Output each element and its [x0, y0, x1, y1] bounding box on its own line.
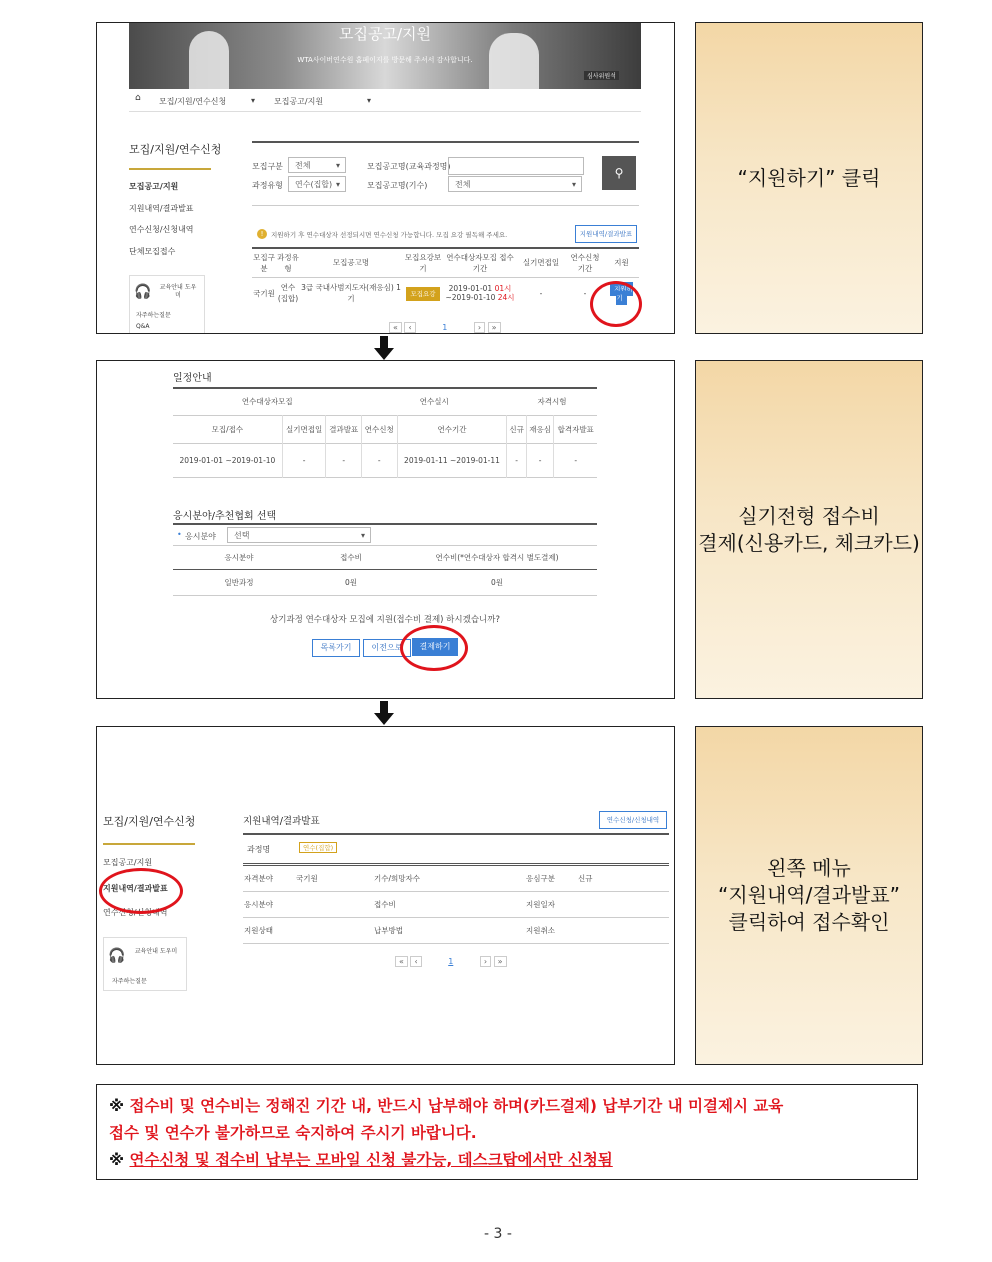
- confirm-question: 상기과정 연수대상자 모집에 지원(접수비 결제) 하시겠습니까?: [270, 615, 500, 625]
- course-type-select[interactable]: 연수(집합) ▾: [288, 176, 346, 192]
- header-apply-period: 연수신청 기간: [570, 252, 600, 273]
- course-label: 과정명: [247, 845, 271, 854]
- last-page[interactable]: »: [494, 956, 507, 967]
- cell-label: 지원상태: [244, 926, 273, 935]
- round-select[interactable]: 전체 ▾: [448, 176, 582, 192]
- step2-caption-box: [695, 360, 923, 699]
- tuition-value: 0원: [490, 578, 504, 587]
- recruit-table: [252, 247, 639, 311]
- highlight-circle: [400, 625, 468, 671]
- td-apply: -: [361, 443, 397, 477]
- cell-name: 3급 국내사범지도자(재응심) 1기: [301, 283, 401, 304]
- cell-value: 국기원: [296, 874, 318, 883]
- fee-header-fee: 접수비: [340, 553, 362, 562]
- step3-screenshot: [96, 726, 675, 1065]
- pay-button[interactable]: 결제하기: [412, 638, 458, 656]
- qa-link[interactable]: Q&A: [136, 323, 150, 330]
- search-button[interactable]: [602, 156, 636, 190]
- header-interview: 실기면접일: [522, 258, 560, 268]
- notice-line1: 접수비 및 연수비는 정해진 기간 내, 반드시 납부해야 하며(카드결제) 납부기간 내 미결제시 교육: [129, 1097, 784, 1115]
- help-box: [129, 275, 205, 334]
- breadcrumb: [129, 89, 641, 112]
- reference-mark: ※: [109, 1097, 125, 1115]
- step3-caption-line1: 왼쪽 메뉴: [767, 856, 851, 880]
- info-icon: !: [257, 229, 267, 239]
- fee-value: 0원: [344, 578, 358, 587]
- divider: [129, 168, 211, 170]
- cell-label: 자격분야: [244, 874, 273, 883]
- th-new: 신규: [507, 415, 526, 443]
- page-1[interactable]: 1: [442, 323, 448, 332]
- detail-table: [243, 865, 669, 944]
- sidebar-title: 모집/지원/연수신청: [103, 815, 196, 828]
- sidebar-item-apply[interactable]: 연수신청/신청내역: [103, 908, 168, 917]
- table-row: [173, 443, 597, 477]
- fee-field: 일반과정: [224, 578, 254, 587]
- header-period: 연수대상자모집 접수기간: [446, 252, 514, 273]
- down-arrow-icon: [372, 336, 396, 360]
- fee-header-tuition: 연수비(*연수대상자 합격시 별도결제): [435, 553, 559, 562]
- th-pass: 합격자발표: [557, 424, 594, 434]
- sidebar-item-history[interactable]: 지원내역/결과발표: [129, 204, 194, 213]
- reference-mark: ※: [109, 1151, 125, 1169]
- help-title: 교육안내 도우미: [159, 284, 197, 299]
- sidebar-item-apply[interactable]: 연수신청/신청내역: [129, 225, 194, 234]
- home-icon[interactable]: ⌂: [135, 93, 141, 103]
- last-page[interactable]: »: [488, 322, 501, 333]
- cell-label: 응시분야: [244, 900, 273, 909]
- page-number: - 3 -: [484, 1226, 512, 1242]
- cell-label: 응심구분: [526, 874, 555, 883]
- cell-label: 지원일자: [526, 900, 555, 909]
- table-row: [243, 918, 669, 944]
- field-select-row: [173, 523, 597, 547]
- step1-caption-box: [695, 22, 923, 334]
- label-type: 모집구분: [252, 162, 283, 171]
- faq-link[interactable]: 자주하는질문: [112, 978, 147, 985]
- type-select[interactable]: 전체 ▾: [288, 157, 346, 173]
- step1-caption: “지원하기” 클릭: [737, 165, 881, 190]
- pagination: [395, 957, 507, 966]
- header-name: 모집공고명: [332, 258, 370, 268]
- back-button[interactable]: 이전으로: [363, 639, 411, 657]
- label-name: 모집공고명(교육과정명): [367, 162, 451, 171]
- help-box: [103, 937, 187, 991]
- list-button[interactable]: 목록가기: [312, 639, 360, 657]
- td-recruit: 2019-01-01 ~2019-01-10: [173, 443, 282, 477]
- period-start: 2019-01-01: [448, 284, 493, 294]
- schedule-title: 일정안내: [173, 373, 212, 384]
- banner-title: 모집공고/지원: [339, 25, 431, 43]
- td-interview: -: [282, 443, 326, 477]
- sidebar-title: 모집/지원/연수신청: [129, 143, 222, 156]
- first-page[interactable]: «: [389, 322, 402, 333]
- header-guide: 모집요강보기: [404, 252, 442, 273]
- cell-label: 접수비: [374, 900, 396, 909]
- sidebar-item-recruit[interactable]: 모집공고/지원: [103, 858, 153, 867]
- help-title: 교육안내 도우미: [134, 948, 178, 955]
- period-end-time: 24시: [497, 293, 515, 303]
- field-select[interactable]: 선택 ▾: [227, 527, 371, 543]
- cell-label: 기수/희망자수: [374, 874, 420, 883]
- down-arrow-icon: [372, 701, 396, 725]
- schedule-table: [173, 387, 597, 478]
- td-result: -: [326, 443, 362, 477]
- group-training: 연수실시: [419, 397, 449, 407]
- cell-value: [295, 918, 373, 944]
- highlight-circle: [590, 281, 642, 327]
- cell-value: 신규: [578, 874, 593, 883]
- label-round: 모집공고명(기수): [367, 181, 428, 190]
- page-1[interactable]: 1: [448, 957, 454, 966]
- guide-button[interactable]: 모집요강: [406, 287, 439, 301]
- table-row: [252, 277, 639, 309]
- step2-screenshot: [96, 360, 675, 699]
- cell-value: [425, 892, 525, 918]
- td-new: -: [507, 443, 526, 477]
- cell-value: [295, 892, 373, 918]
- apply-button[interactable]: 지원하기: [610, 282, 633, 305]
- highlight-circle: [99, 868, 183, 914]
- period-start-time: 01시: [494, 284, 512, 294]
- th-apply: 연수신청: [361, 415, 397, 443]
- header-apply: 지원: [614, 258, 629, 268]
- search-icon: ⚲: [614, 166, 624, 180]
- breadcrumb-item-2[interactable]: 모집공고/지원: [274, 97, 324, 106]
- th-interview: 실기면접일: [282, 415, 326, 443]
- fee-table: [173, 545, 597, 596]
- step3-caption-box: [695, 726, 923, 1065]
- table-row: [243, 866, 669, 892]
- cell-type: 국기원: [253, 288, 275, 298]
- next-page[interactable]: ›: [474, 322, 485, 333]
- header-course: 과정유형: [277, 252, 299, 273]
- cell-apply-period: -: [583, 288, 587, 298]
- course-badge: 연수(집합): [299, 842, 337, 853]
- apply-history-button[interactable]: 연수신청/신청내역: [599, 811, 667, 829]
- course-row: [243, 833, 669, 864]
- divider: [103, 843, 195, 845]
- notice-line3: 연수신청 및 접수비 납부는 모바일 신청 불가능, 데스크탑에서만 신청됨: [129, 1151, 613, 1169]
- period-end: ~2019-01-10: [445, 293, 496, 303]
- headset-icon: 🎧: [108, 948, 126, 964]
- prev-page[interactable]: ‹: [410, 956, 421, 967]
- cell-label: 지원취소: [526, 926, 555, 935]
- headset-icon: 🎧: [134, 284, 152, 300]
- step1-screenshot: [96, 22, 675, 334]
- td-pass: -: [574, 455, 578, 465]
- step2-caption-line2: 결제(신용카드, 체크카드): [698, 530, 920, 555]
- th-recruit: 모집/접수: [173, 415, 282, 443]
- chevron-down-icon: ▾: [367, 96, 372, 105]
- td-period: 2019-01-11 ~2019-01-11: [397, 443, 507, 477]
- th-result: 결과발표: [326, 415, 362, 443]
- sidebar-item-history[interactable]: 지원내역/결과발표: [103, 884, 168, 893]
- label-course-type: 과정유형: [252, 181, 283, 190]
- table-row: [243, 892, 669, 918]
- cell-value: [577, 918, 669, 944]
- page-title: 지원내역/결과발표: [243, 816, 320, 827]
- th-retake: 재응심: [526, 415, 554, 443]
- notice-line2: 접수 및 연수가 불가하므로 숙지하여 주시기 바랍니다.: [109, 1124, 477, 1142]
- td-retake: -: [526, 443, 554, 477]
- th-period: 연수기간: [397, 415, 507, 443]
- field-title: 응시분야/추천협회 선택: [173, 511, 277, 522]
- group-exam: 자격시험: [537, 397, 567, 407]
- banner-subtitle: WTA사이버연수원 홈페이지를 방문해 주셔서 감사합니다.: [297, 56, 473, 64]
- cell-value: [425, 918, 525, 944]
- step3-caption-line2: “지원내역/결과발표”: [717, 883, 901, 907]
- banner-image: [129, 23, 641, 89]
- banner-tag: 심사위원석: [584, 71, 619, 80]
- fee-header-field: 응시분야: [224, 553, 254, 562]
- cell-value: [577, 892, 669, 918]
- history-button[interactable]: 지원내역/결과발표: [575, 225, 637, 243]
- pagination: [389, 323, 501, 332]
- group-recruit: 연수대상자모집: [241, 397, 293, 407]
- bullet-icon: •: [177, 530, 182, 539]
- step3-caption-line3: 클릭하여 접수확인: [728, 910, 890, 934]
- step2-caption-line1: 실기전형 접수비: [738, 503, 880, 528]
- cell-value: [425, 866, 525, 892]
- search-panel: [252, 141, 639, 206]
- cell-label: 납부방법: [374, 926, 403, 935]
- cell-interview: -: [539, 288, 543, 298]
- name-input[interactable]: [448, 157, 584, 175]
- chevron-down-icon: ▾: [251, 96, 256, 105]
- next-page[interactable]: ›: [480, 956, 491, 967]
- notice-text: 지원하기 후 연수대상자 선정되시면 연수신청 가능합니다. 모집 요강 필독해 주세요.: [271, 231, 508, 239]
- notice-box: [96, 1084, 918, 1180]
- sidebar-item-group[interactable]: 단체모집접수: [129, 247, 176, 256]
- cell-course: 연수(집합): [277, 283, 299, 304]
- table-row: [173, 570, 597, 596]
- breadcrumb-item-1[interactable]: 모집/지원/연수신청: [159, 97, 227, 106]
- header-type: 모집구분: [253, 252, 275, 273]
- first-page[interactable]: «: [395, 956, 408, 967]
- prev-page[interactable]: ‹: [404, 322, 415, 333]
- sidebar-item-recruit[interactable]: 모집공고/지원: [129, 182, 179, 191]
- field-label: 응시분야: [185, 532, 216, 541]
- faq-link[interactable]: 자주하는질문: [136, 312, 171, 319]
